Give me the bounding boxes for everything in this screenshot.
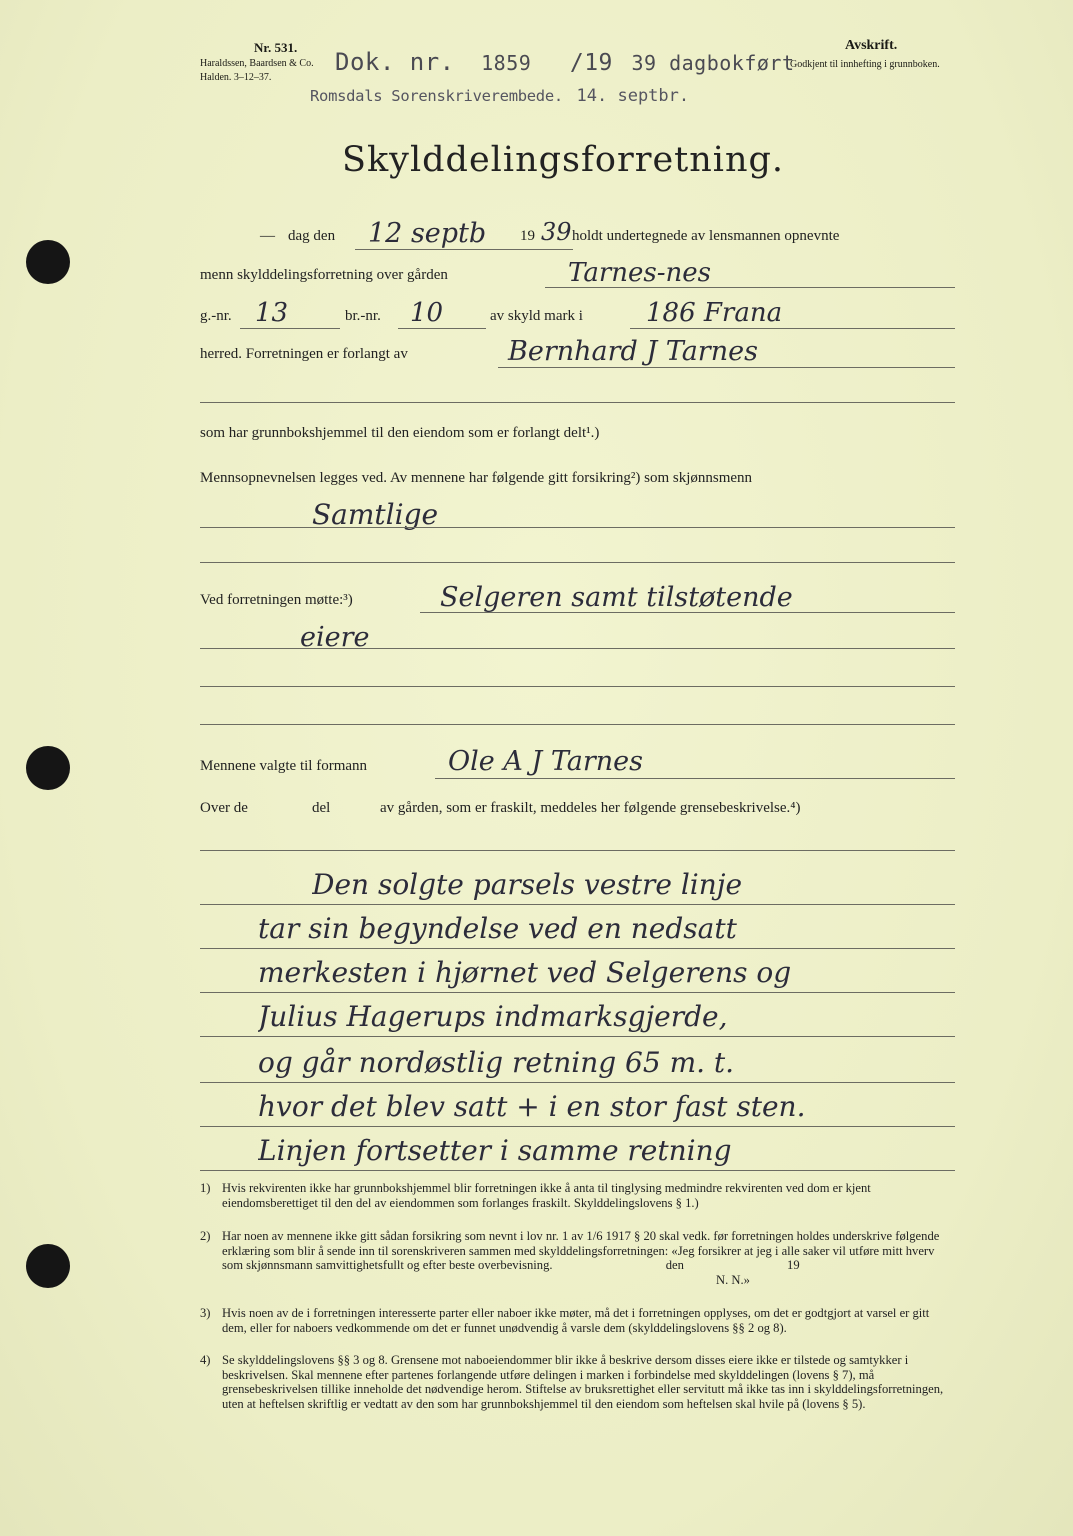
year-prefix: /19 <box>569 50 613 76</box>
footnote-2 <box>200 1229 955 1287</box>
footnote-2-number: 2) <box>200 1229 211 1243</box>
description-rule-4 <box>200 1036 955 1037</box>
gard-line <box>545 287 955 288</box>
description-rule-7 <box>200 1170 955 1171</box>
del-label: del <box>312 800 331 816</box>
formann-label: Mennene valgte til formann <box>200 758 368 774</box>
gnr-line <box>240 328 340 329</box>
mote-line-1 <box>420 612 955 613</box>
mote-label: Ved forretningen møtte:³) <box>200 592 353 608</box>
footnote-1-text: Hvis rekvirenten ikke har grunnbokshjemmel blir forretningen ikke å anta til tinglysing medmindre rekvirenten ved dom er kjent eiendomsberettiget til den del av eiendommen som forlanges fraskilt. Skylddelingslovens § 1.) <box>222 1181 871 1210</box>
dag-prefix: — <box>260 228 275 244</box>
punch-hole-bottom <box>26 1244 70 1288</box>
footnote-2-den: den <box>665 1258 684 1272</box>
dag-line <box>355 249 573 250</box>
samtlige-handwritten: Samtlige <box>312 498 439 531</box>
blank-line-2 <box>200 562 955 563</box>
godkjent-note: Godkjent til innhefting i grunnboken. <box>790 59 940 70</box>
footnote-1-number: 1) <box>200 1181 211 1195</box>
description-line-4: Julius Hagerups indmarksgjerde, <box>258 1000 728 1033</box>
stamp-date: 14. septbr. <box>576 86 690 106</box>
description-line-1: Den solgte parsels vestre linje <box>312 868 743 901</box>
samtlige-line <box>200 527 955 528</box>
dag-den-label: dag den <box>288 228 336 244</box>
year-suffix: 39 <box>631 51 657 75</box>
footnote-2-text <box>222 1229 955 1273</box>
page-title: Skylddelingsforretning. <box>342 140 785 180</box>
description-rule-2 <box>200 948 955 949</box>
date-handwritten: 12 septb <box>368 218 487 249</box>
footnote-4-number: 4) <box>200 1353 211 1367</box>
gnr-label: g.-nr. <box>200 308 232 324</box>
year-printed: 19 <box>520 228 535 244</box>
punch-hole-middle <box>26 746 70 790</box>
year-handwritten: 39 <box>541 218 572 246</box>
holdt-text: holdt undertegnede av lensmannen opnevnte <box>572 228 840 244</box>
herred-text: herred. Forretningen er forlangt av <box>200 346 408 362</box>
description-line-2: tar sin begyndelse ved en nedsatt <box>258 912 737 945</box>
brnr-handwritten: 10 <box>410 298 444 328</box>
dok-label: Dok. nr. <box>335 48 455 76</box>
mote-handwritten-1: Selgeren samt tilstøtende <box>440 582 793 613</box>
description-line-5: og går nordøstlig retning 65 m. t. <box>258 1046 735 1079</box>
description-rule-3 <box>200 992 955 993</box>
mennsop-text: Mennsopnevnelsen legges ved. Av mennene har følgende gitt forsikring²) som skjønnsmenn <box>200 470 753 486</box>
blank-line-5 <box>200 850 955 851</box>
mote-line-2 <box>200 648 955 649</box>
description-rule-5 <box>200 1082 955 1083</box>
description-rule-1 <box>200 904 955 905</box>
over-de-label: Over de <box>200 800 248 816</box>
dok-number: 1859 <box>481 51 532 75</box>
description-line-7: Linjen fortsetter i samme retning <box>258 1134 732 1167</box>
printer-line-1: Haraldssen, Baardsen & Co. <box>200 58 314 69</box>
grunnbok-text: som har grunnbokshjemmel til den eiendom som er forlangt delt¹.) <box>200 425 600 441</box>
printer-line-2: Halden. 3–12–37. <box>200 72 272 83</box>
footnote-4 <box>200 1353 955 1411</box>
brnr-line <box>398 328 486 329</box>
footnote-1 <box>200 1181 955 1210</box>
description-line-6: hvor det blev satt + i en stor fast sten. <box>258 1090 806 1123</box>
skyld-label: av skyld mark i <box>490 308 583 324</box>
footnote-4-text: Se skylddelingslovens §§ 3 og 8. Grensene mot naboeiendommer blir ikke å beskrive dersom disses eiere ikke er tilstede og samtykker i beskrivelsen. Skal mennene efter partenes forlangende utføre delingen i marken i forbindelse med skylddelingen (lovens § 7), må grensebeskrivelsen tillike inneholde det nødvendige herom. Stiftelse av bruksrettighet eller servitutt må ikke tas inn i skylddelingsforretningen, uten at heftelsen skriftlig er vedtatt av den som har grunnbokshjemmel til den eiendom som heftelsen skal hvile på (lovens § 5). <box>222 1353 944 1411</box>
punch-hole-top <box>26 240 70 284</box>
footnote-2-body: Har noen av mennene ikke gitt sådan forsikring som nevnt i lov nr. 1 av 1/6 1917 § 20 skal vedk. før forretningen holdes underskrive følgende erklæring som blir å sende inn til sorenskriveren sammen med skylddelingsforretningen: «Jeg forsikrer at jeg i alle saker vil utføre mitt hverv som skjønnsmann samvittighetsfullt og efter beste overbevisning. <box>222 1229 940 1272</box>
description-rule-6 <box>200 1126 955 1127</box>
description-line-3: merkesten i hjørnet ved Selgerens og <box>258 956 792 989</box>
office-stamp <box>310 86 689 106</box>
avskrift-label: Avskrift. <box>845 38 898 53</box>
footnote-3-number: 3) <box>200 1306 211 1320</box>
office-name: Romsdals Sorenskriverembede. <box>310 87 563 105</box>
doc-number-stamp <box>335 48 795 76</box>
blank-line-4 <box>200 724 955 725</box>
formann-line <box>435 778 955 779</box>
menn-text: menn skylddelingsforretning over gården <box>200 267 448 283</box>
blank-line-3 <box>200 686 955 687</box>
forlangt-line <box>498 367 955 368</box>
blank-line-1 <box>200 402 955 403</box>
mote-handwritten-2: eiere <box>300 622 370 653</box>
skyld-line <box>630 328 955 329</box>
footnote-3-text: Hvis noen av de i forretningen interesserte parter eller naboer ikke møter, må det i forretningen opplyses, om det er godtgjort at varsel er gitt dem, eller for naboers vedkommende om det er funnet unødvendig å varsle dem (skylddelingslovens §§ 2 og 8). <box>222 1306 930 1335</box>
form-number: Nr. 531. <box>254 40 298 55</box>
gard-handwritten: Tarnes-nes <box>568 258 711 288</box>
forlangt-handwritten: Bernhard J Tarnes <box>508 336 758 367</box>
formann-handwritten: Ole A J Tarnes <box>448 746 643 777</box>
footnote-2-signature: N. N.» <box>716 1272 750 1287</box>
grense-text: av gården, som er fraskilt, meddeles her følgende grensebeskrivelse.⁴) <box>380 800 801 816</box>
gnr-handwritten: 13 <box>255 298 289 328</box>
dagbokfort-label: dagbokført <box>669 51 795 75</box>
brnr-label: br.-nr. <box>345 308 381 324</box>
footnote-2-year: 19 <box>787 1258 800 1272</box>
skyld-handwritten: 186 Frana <box>646 298 783 328</box>
footnote-3 <box>200 1306 955 1335</box>
